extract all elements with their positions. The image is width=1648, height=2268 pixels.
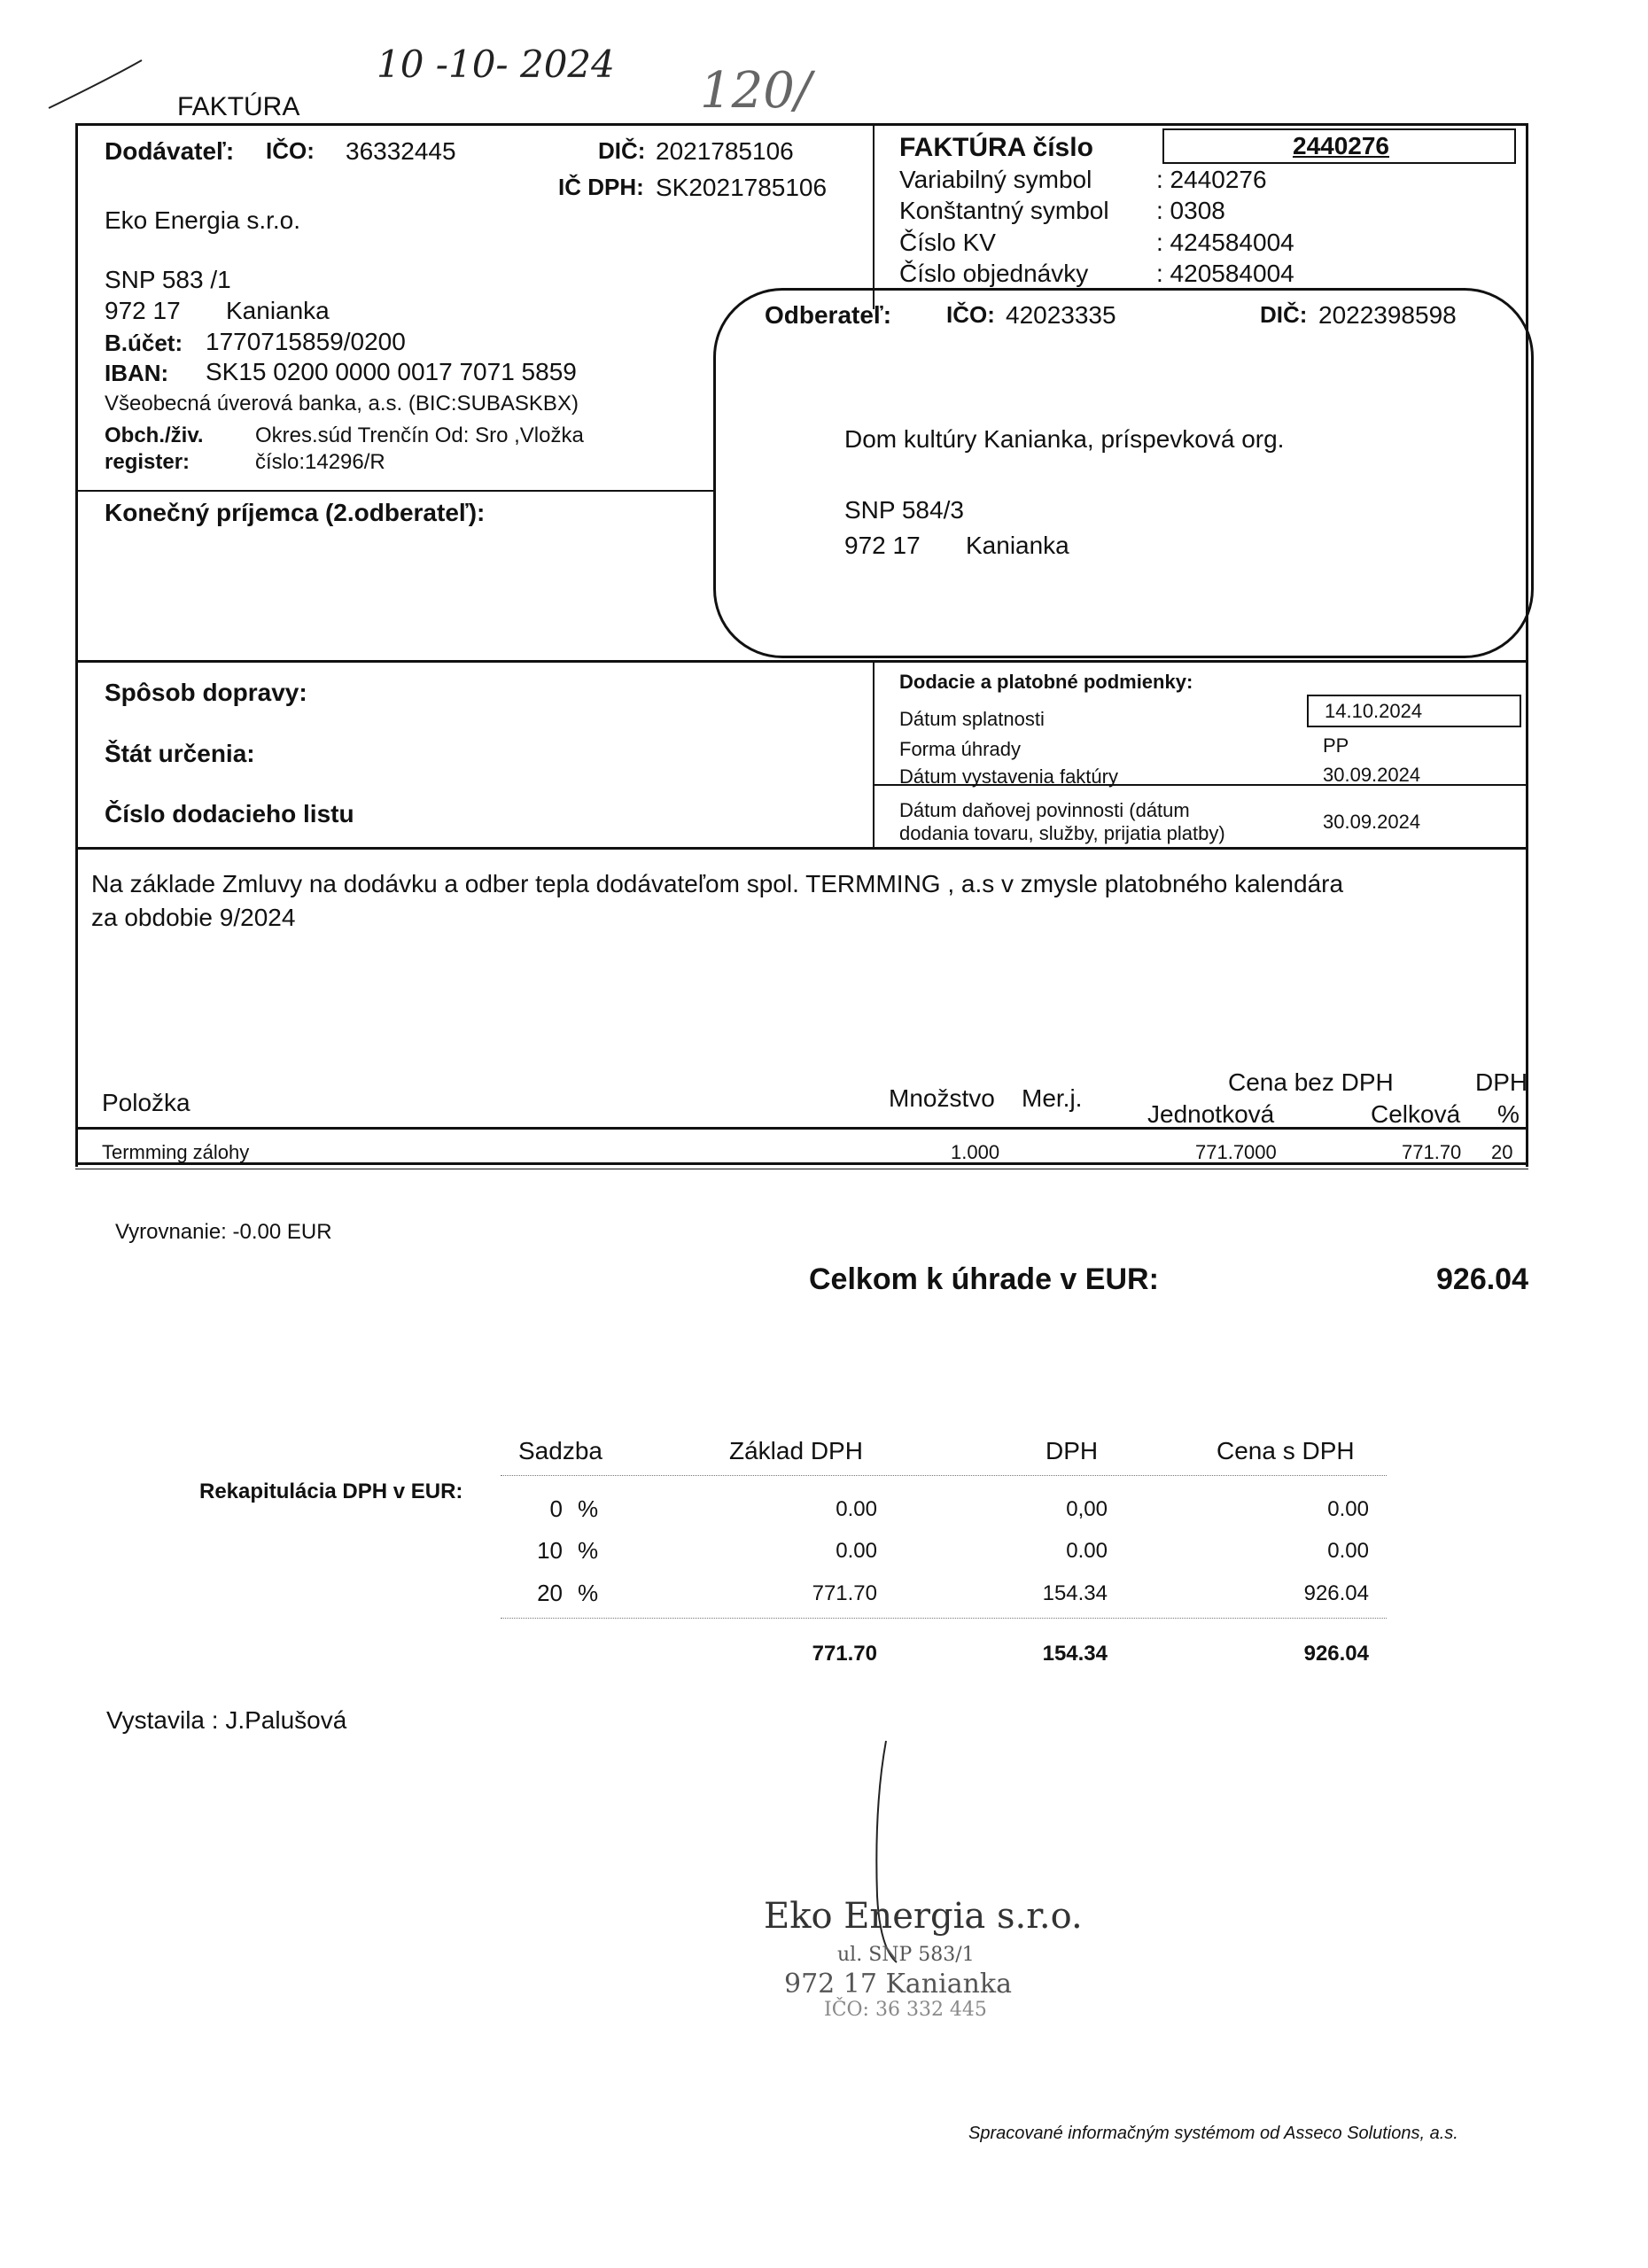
order-number: : 420584004 [1156,260,1294,287]
supplier-dic: 2021785106 [656,137,794,165]
recap-total-gross: 926.04 [1303,1642,1369,1666]
issue-date: 30.09.2024 [1323,764,1421,786]
kv-number: : 424584004 [1156,229,1294,256]
due-date: 14.10.2024 [1325,700,1423,722]
recap-row-vat: 0,00 [1066,1497,1108,1521]
supplier-icdph-label: IČ DPH: [558,174,644,200]
customer-ico-label: IČO: [946,301,995,328]
supplier-account-label: B.účet: [105,330,183,356]
order-number-label: Číslo objednávky [899,260,1089,287]
section-divider-1 [75,660,1528,663]
customer-label: Odberateľ: [765,301,892,329]
recap-row-pct: % [578,1495,599,1522]
tax-date-label-1: Dátum daňovej povinnosti (dátum [899,799,1190,821]
item-vat: 20 [1491,1141,1513,1163]
item-qty: 1.000 [951,1141,1000,1163]
supplier-street: SNP 583 /1 [105,266,231,293]
supplier-iban: SK15 0200 0000 0017 7071 5859 [206,358,577,385]
recap-row-rate: 0 [549,1495,563,1522]
stamp-ico: IČO: 36 332 445 [824,1999,987,2021]
customer-city: Kanianka [966,532,1069,559]
constant-symbol: : 0308 [1156,197,1225,224]
customer-ico: 42023335 [1006,301,1116,329]
transport-label: Spôsob dopravy: [105,679,307,706]
customer-dic-label: DIČ: [1260,301,1308,328]
due-date-label: Dátum splatnosti [899,708,1045,730]
recap-header-rate: Sadzba [518,1437,602,1464]
recap-label: Rekapitulácia DPH v EUR: [199,1480,463,1503]
stamp-company-name: Eko Energia s.r.o. [764,1896,1083,1937]
terms-title: Dodacie a platobné podmienky: [899,671,1193,693]
supplier-account: 1770715859/0200 [206,328,406,355]
customer-zip: 972 17 [844,532,921,559]
customer-box [713,288,1534,658]
customer-dic: 2022398598 [1318,301,1457,329]
recap-row-rate: 10 [537,1537,563,1564]
recap-row-gross: 0.00 [1327,1539,1369,1563]
tax-date-label-2: dodania tovaru, služby, prijatia platby) [899,822,1225,844]
customer-name: Dom kultúry Kanianka, príspevková org. [844,425,1285,453]
variable-symbol: : 2440276 [1156,166,1267,193]
recap-row-vat: 154.34 [1042,1581,1108,1605]
stamp-city: 972 17 Kanianka [784,1969,1012,2000]
recap-row-base: 771.70 [812,1581,877,1605]
recap-row-base: 0.00 [836,1539,877,1563]
supplier-bank: Všeobecná úverová banka, a.s. (BIC:SUBASKBX) [105,392,579,416]
description-line-1: Na základe Zmluvy na dodávku a odber tepla dodávateľom spol. TERMMING , a.s v zmysle platobného kalendára [91,870,1344,897]
supplier-icdph: SK2021785106 [656,174,828,201]
item-total: 771.70 [1402,1141,1462,1163]
document-title: FAKTÚRA [177,92,300,121]
payment-form-label: Forma úhrady [899,738,1021,760]
payment-form: PP [1323,734,1349,757]
handwritten-date: 10 -10- 2024 [377,43,615,86]
supplier-iban-label: IBAN: [105,360,169,386]
final-recipient-label: Konečný príjemca (2.odberateľ): [105,499,486,526]
total-amount: 926.04 [1436,1262,1528,1296]
supplier-divider-horizontal [75,490,713,492]
supplier-label: Dodávateľ: [105,137,235,165]
recap-total-vat: 154.34 [1042,1642,1108,1666]
invoice-number-label: FAKTÚRA číslo [899,133,1093,162]
col-total-header: Celková [1371,1100,1461,1128]
variable-symbol-label: Variabilný symbol [899,166,1092,193]
recap-row-gross: 926.04 [1303,1581,1369,1605]
recap-row-base: 0.00 [836,1497,877,1521]
supplier-register-label-2: register: [105,450,190,474]
item-name: Termming zálohy [102,1141,250,1163]
col-item-header: Položka [102,1089,190,1116]
items-header-line [75,1127,1528,1130]
supplier-zip: 972 17 [105,297,181,324]
recap-total-base: 771.70 [812,1642,877,1666]
issue-date-label: Dátum vystavenia faktúry [899,765,1118,788]
col-price-header: Cena bez DPH [1228,1068,1394,1096]
settlement: Vyrovnanie: -0.00 EUR [115,1220,332,1244]
total-label: Celkom k úhrade v EUR: [809,1262,1159,1296]
recap-row-vat: 0.00 [1066,1539,1108,1563]
supplier-dic-label: DIČ: [598,137,646,164]
frame-right [1526,123,1528,1167]
supplier-ico-label: IČO: [266,137,315,164]
supplier-divider-vertical [873,123,875,309]
supplier-city: Kanianka [226,297,330,324]
item-unit-price: 771.7000 [1195,1141,1277,1163]
recap-total-divider [501,1618,1387,1619]
supplier-ico: 36332445 [346,137,456,165]
col-qty-header: Množstvo [889,1084,995,1112]
frame-top [75,123,1528,126]
due-date-box [1307,695,1521,727]
col-vat-header: DPH [1475,1068,1528,1096]
col-unit-price-header: Jednotková [1147,1100,1275,1128]
customer-street: SNP 584/3 [844,496,964,524]
terms-divider-vertical [873,660,875,849]
recap-header-base: Základ DPH [729,1437,863,1464]
description-line-2: za obdobie 9/2024 [91,904,296,931]
supplier-register-1: Okres.súd Trenčín Od: Sro ,Vložka [255,423,584,447]
recap-header-gross: Cena s DPH [1217,1437,1355,1464]
constant-symbol-label: Konštantný symbol [899,197,1109,224]
tax-date: 30.09.2024 [1323,811,1421,833]
kv-number-label: Číslo KV [899,229,996,256]
recap-row-rate: 20 [537,1580,563,1606]
invoice-number-box [1162,128,1516,164]
handwritten-mark: 120/ [700,62,812,120]
recap-row-gross: 0.00 [1327,1497,1369,1521]
recap-row-pct: % [578,1580,599,1606]
supplier-register-2: číslo:14296/R [255,450,385,474]
col-vat-pct-header: % [1497,1100,1520,1128]
recap-header-vat: DPH [1046,1437,1099,1464]
frame-left [75,123,78,1167]
pen-stroke-mark [44,53,151,115]
issued-by: Vystavila : J.Palušová [106,1706,347,1734]
invoice-number: 2440276 [1293,132,1390,159]
delivery-note-label: Číslo dodacieho listu [105,800,354,827]
footer-note: Spracované informačným systémom od Asseco Solutions, a.s. [968,2124,1458,2143]
stamp-street: ul. SNP 583/1 [837,1944,975,1966]
col-unit-header: Mer.j. [1022,1084,1083,1112]
state-label: Štát určenia: [105,740,255,767]
recap-header-divider [501,1475,1387,1476]
supplier-name: Eko Energia s.r.o. [105,206,301,234]
supplier-register-label-1: Obch./živ. [105,423,204,447]
recap-row-pct: % [578,1537,599,1564]
items-bottom-line [75,1162,1528,1165]
section-divider-2 [75,847,1528,850]
